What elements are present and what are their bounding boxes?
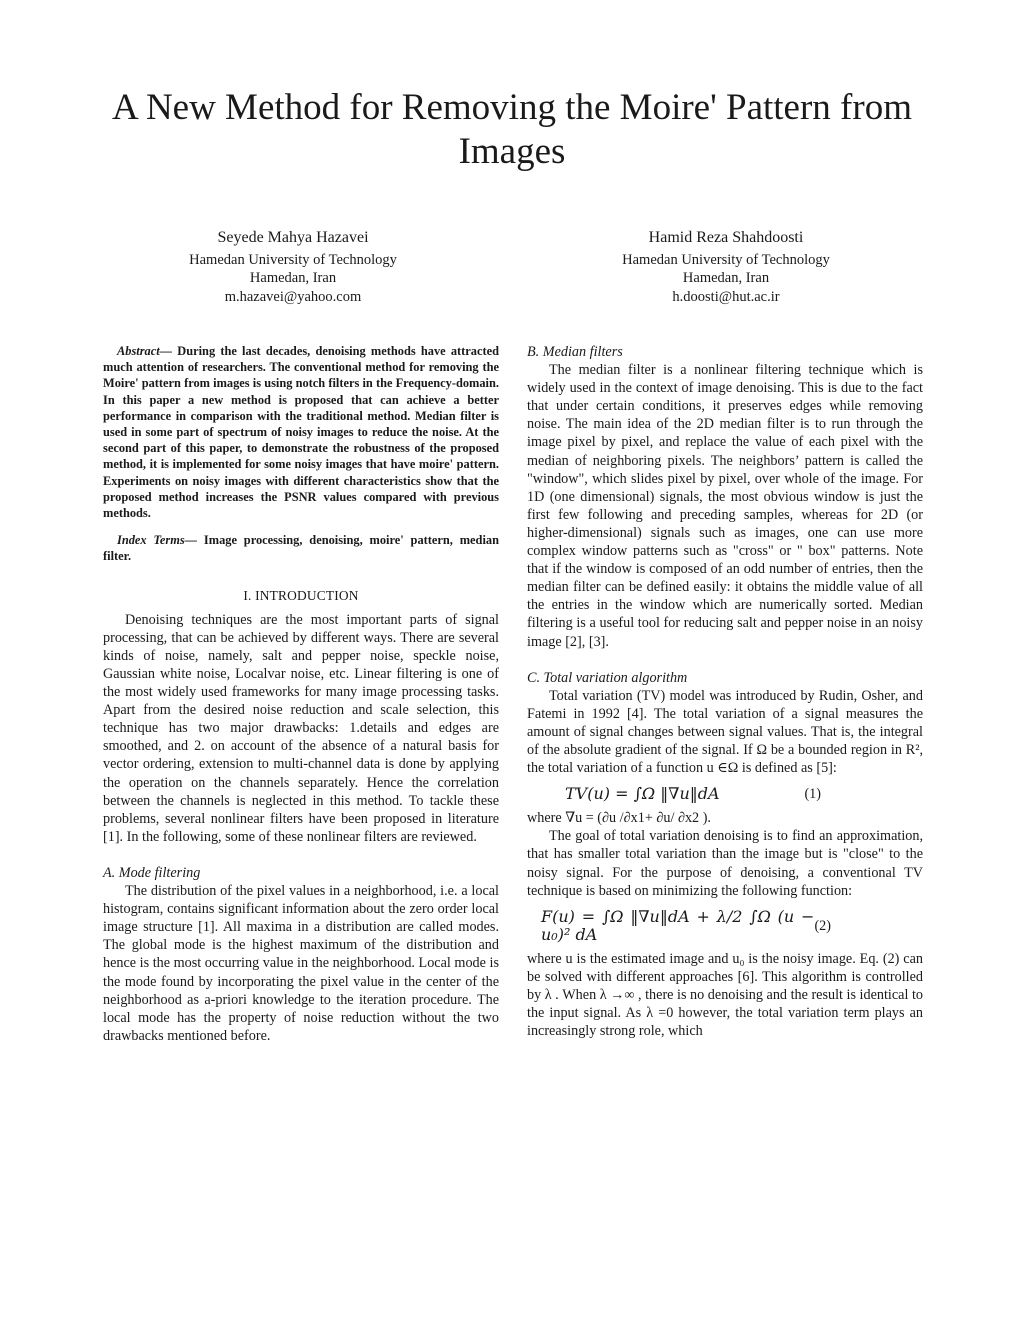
mode-filtering-paragraph: The distribution of the pixel values in a neighborhood, i.e. a local histogram, contains significant information about the zero order local image structure [1]. All maxima in a distribution are called modes. The global mode is the highest maximum of the distribution and hence is the most occurring value in the neighborhood. Local mode is the mode found by incorporating the pixel value in the center of the neighborhood as a-priori knowledge to the iteration procedure. The local mode has the property of noise reduction without the two drawbacks mentioned before.	[103, 883, 499, 1044]
author-block-1	[143, 229, 443, 306]
total-variation-paragraph-3: where u is the estimated image and u₀ is the noisy image. Eq. (2) can be solved with different approaches [6]. This algorithm is controlled by λ . When λ →∞ , there is no denoising and the result is identical to the input signal. As λ =0 however, the total variation term plays an increasingly strong role, which	[527, 950, 923, 1040]
author-affiliation: Hamedan University of Technology	[622, 251, 830, 268]
author-location: Hamedan, Iran	[682, 270, 770, 286]
equation-2-expression: F(u) = ∫Ω ‖∇u‖dA + λ/2 ∫Ω (u − u₀)² dA	[541, 906, 815, 944]
subsection-heading-mode-filtering: A. Mode filtering	[103, 864, 201, 881]
equation-1-number: (1)	[804, 786, 821, 803]
author-block-2	[576, 229, 876, 306]
subsection-heading-median-filters: B. Median filters	[527, 344, 623, 360]
paper-title: A New Method for Removing the Moire' Pattern from Images	[112, 87, 912, 172]
equation-2	[527, 908, 923, 944]
section-heading-introduction: I. INTRODUCTION	[243, 587, 359, 603]
abstract-label: Abstract—	[117, 344, 173, 358]
equation-1-where: where ∇u = (∂u /∂x1+ ∂u/ ∂x2 ).	[527, 810, 711, 827]
author-affiliation: Hamedan University of Technology	[189, 251, 397, 268]
subsection-heading-total-variation: C. Total variation algorithm	[527, 669, 688, 686]
left-column	[103, 343, 499, 1045]
total-variation-paragraph-2: The goal of total variation denoising is to find an approximation, that has smaller total variation than the image but is "close" to the noisy signal. For the purpose of denoising, a conventional TV technique is based on minimizing the following function:	[527, 828, 923, 899]
equation-1-expression: TV(u) = ∫Ω ‖∇u‖dA	[565, 784, 720, 804]
total-variation-paragraph-1: Total variation (TV) model was introduced by Rudin, Osher, and Fatemi in 1992 [4]. The total variation of a signal measures the amount of signal changes between signal values. That is, the integral of the absolute gradient of the signal. If Ω be a bounded region in R², the total variation of a function u ∈Ω is defined as [5]:	[527, 687, 923, 777]
author-email: m.hazavei@yahoo.com	[224, 288, 362, 305]
abstract-text: During the last decades, denoising methods have attracted much attention of researchers. The conventional method for removing the Moire' pattern from images is using notch filters in the Frequency-domain. In this paper a new method is proposed that can achieve a better performance in comparison with the traditional method. Median filter is used in some part of spectrum of noisy images to reduce the noise. At the second part of this paper, to demonstrate the robustness of the proposed method, it is implemented for some noisy images that have moire' pattern. Experiments on noisy images with different characteristics show that the proposed method increases the PSNR values compared with previous methods.	[103, 344, 499, 521]
author-name: Hamid Reza Shahdoosti	[648, 229, 804, 246]
index-terms-text: Image processing, denoising, moire' pattern, median filter.	[103, 533, 499, 564]
index-terms	[103, 532, 499, 564]
equation-2-number: (2)	[814, 917, 831, 934]
index-terms-label: Index Terms—	[117, 533, 198, 548]
author-name: Seyede Mahya Hazavei	[217, 229, 369, 246]
intro-paragraph: Denoising techniques are the most important parts of signal processing, that can be achieved by different ways. There are several kinds of noise, namely, salt and pepper noise, speckle noise, Gaussian white noise, Localvar noise, etc. Linear filtering is one of the most widely used frameworks for many image processing tasks. Apart from the desired noise reduction and scale selection, this technique has two major drawbacks: 1.details and edges are smoothed, and 2. on account of the absence of a natural basis for vector ordering, extension to multi-channel data is done by applying the operation on the channels separately. Hence the correlation between the channels is neglected in this method. To tackle these problems, several nonlinear filters have been proposed in literature [1]. In the following, some of these nonlinear filters are reviewed.	[103, 611, 499, 845]
author-email: h.doosti@hut.ac.ir	[672, 288, 780, 305]
author-location: Hamedan, Iran	[249, 270, 337, 286]
abstract	[103, 343, 499, 521]
equation-1	[527, 785, 923, 803]
right-column	[527, 343, 923, 1040]
median-filters-paragraph: The median filter is a nonlinear filtering technique which is widely used in the context of image denoising. This is due to the fact that under certain conditions, it preserves edges while removing noise. The main idea of the 2D median filter is to run through the image pixel by pixel, and replace the value of each pixel with the median of neighboring pixels. The neighbors’ pattern is called the "window", which slides pixel by pixel, over whole of the image. For 1D (one dimensional) signals, the most obvious window is just the first few following and preceding samples, whereas for 2D (or higher-dimensional) signals such as images, one can use more complex window patterns such as "cross" or " box" patterns. Note that if the window is composed of an odd number of entries, then the median filter can be defined easily: it obtains the middle value of all the entries in the window which are numerically sorted. Median filtering is a useful tool for reducing salt and pepper noise in an noisy image [2], [3].	[527, 362, 923, 650]
